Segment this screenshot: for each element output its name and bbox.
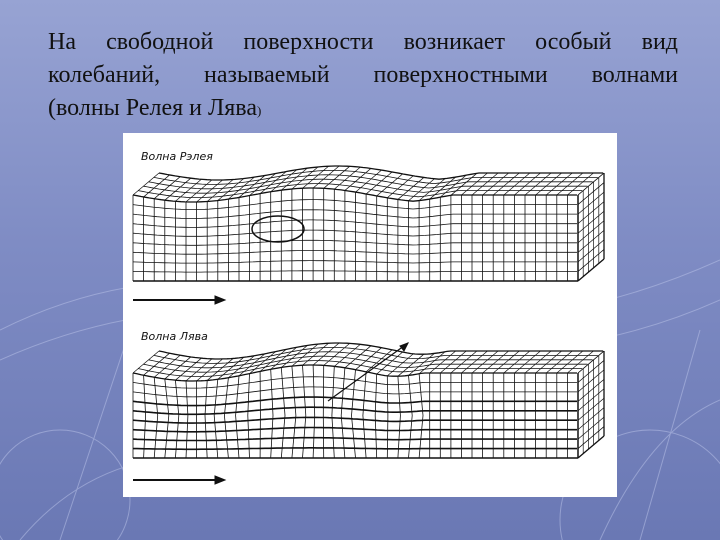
rayleigh-wave-label: Волна Рэлея — [141, 150, 213, 163]
surface-waves-figure — [123, 133, 617, 497]
text-line-3-paren: ) — [256, 103, 262, 118]
rayleigh-propagation-arrow — [133, 296, 225, 304]
surface-waves-drawing — [123, 133, 617, 497]
text-line-2: колебаний, называемый поверхностными волнами — [48, 62, 678, 88]
love-wave-label: Волна Лява — [141, 330, 208, 343]
text-line-1: На свободной поверхности возникает особый вид — [48, 29, 678, 55]
text-line-3-main: (волны Релея и Лява — [48, 95, 257, 121]
text-line-3 — [48, 92, 678, 127]
love-wave-arrowhead — [400, 343, 408, 351]
love-wave-block — [133, 343, 604, 458]
rayleigh-wave-block — [133, 166, 604, 281]
slide-text — [48, 26, 678, 127]
love-propagation-arrow — [133, 476, 225, 484]
